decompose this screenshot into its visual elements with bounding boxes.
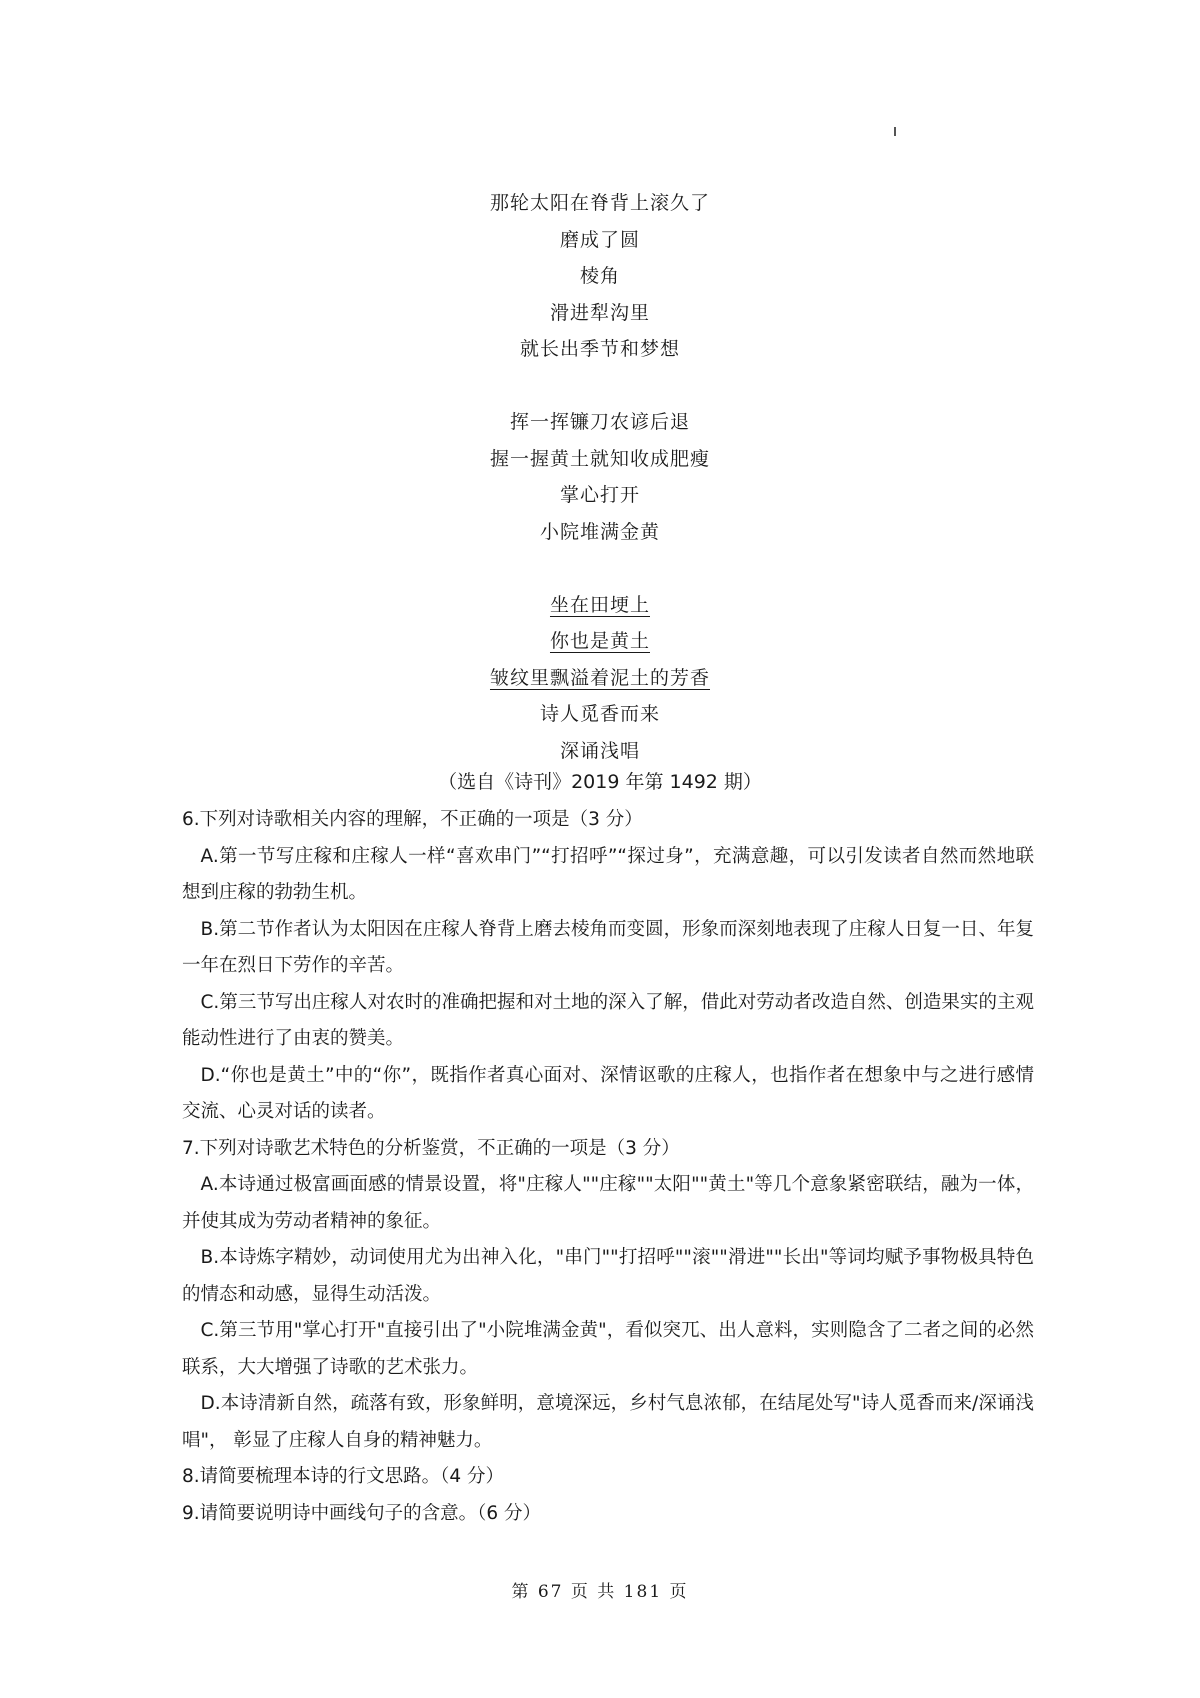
question-6-option-b: B.第二节作者认为太阳因在庄稼人脊背上磨去棱角而变圆，形象而深刻地表现了庄稼人日复一日、年复一年在烈日下劳作的辛苦。 xyxy=(182,918,1034,976)
poem-line: 小院堆满金黄 xyxy=(539,520,660,543)
underlined-text: 坐在田埂上 xyxy=(549,593,650,616)
poem-source: （选自《诗刊》2019 年第 1492 期） xyxy=(438,771,762,793)
question-7-option-d: D.本诗清新自然，疏落有致，形象鲜明，意境深远，乡村气息浓郁，在结尾处写"诗人觅香而来/深诵浅唱"， 彰显了庄稼人自身的精神魅力。 xyxy=(182,1393,1034,1451)
poem-line-underlined xyxy=(0,587,1200,624)
question-7-option-b: B.本诗炼字精妙，动词使用尤为出神入化，"串门""打招呼""滚""滑进""长出"等词均赋予事物极具特色的情态和动感，显得生动活泼。 xyxy=(182,1247,1034,1305)
question-7-option-c: C.第三节用"掌心打开"直接引出了"小院堆满金黄"，看似突兀、出人意料，实则隐含了二者之间的必然联系，大大增强了诗歌的艺术张力。 xyxy=(182,1320,1034,1378)
poem-line: 握一握黄土就知收成肥瘦 xyxy=(489,447,710,470)
poem-line: 棱角 xyxy=(579,265,620,287)
questions-section xyxy=(182,802,1034,1532)
poem-line-underlined xyxy=(0,623,1200,660)
poem-line: 那轮太阳在脊背上滚久了 xyxy=(489,192,710,214)
underlined-text: 你也是黄土 xyxy=(549,630,650,652)
poem-line: 挥一挥镰刀农谚后退 xyxy=(509,411,690,433)
poem-line: 就长出季节和梦想 xyxy=(519,338,680,360)
question-7-option-a: A.本诗通过极富画面感的情景设置，将"庄稼人""庄稼""太阳""黄土"等几个意象紧密联结，融为一体，并使其成为劳动者精神的象征。 xyxy=(182,1174,1034,1232)
question-6-option-c: C.第三节写出庄稼人对农时的准确把握和对土地的深入了解，借此对劳动者改造自然、创造果实的主观能动性进行了由衷的赞美。 xyxy=(182,991,1034,1049)
page-number: 第 67 页 共 181 页 xyxy=(511,1582,689,1602)
question-9: 9.请简要说明诗中画线句子的含意。（6 分） xyxy=(182,1502,542,1524)
poem-line: 掌心打开 xyxy=(559,484,640,506)
question-6-option-d: D.“你也是黄土”中的“你”，既指作者真心面对、深情讴歌的庄稼人，也指作者在想象中与之进行感情交流、心灵对话的读者。 xyxy=(182,1064,1034,1122)
question-8: 8.请简要梳理本诗的行文思路。（4 分） xyxy=(182,1466,505,1487)
question-6-option-a: A.第一节写庄稼和庄稼人一样“喜欢串门”“打招呼”“探过身”，充满意趣，可以引发读者自然而然地联想到庄稼的勃勃生机。 xyxy=(182,845,1034,903)
stanza-gap xyxy=(0,550,1200,587)
corner-mark xyxy=(894,127,896,136)
question-7-title: 7.下列对诗歌艺术特色的分析鉴赏，不正确的一项是（3 分） xyxy=(182,1137,680,1159)
poem-line-underlined xyxy=(0,660,1200,697)
question-6-title: 6.下列对诗歌相关内容的理解，不正确的一项是（3 分） xyxy=(182,809,643,830)
poem-line: 磨成了圆 xyxy=(559,228,640,251)
underlined-text: 皱纹里飘溢着泥土的芳香 xyxy=(489,666,710,689)
poem-line: 深诵浅唱 xyxy=(559,739,640,762)
poem xyxy=(0,185,1200,769)
poem-line: 滑进犁沟里 xyxy=(549,301,650,324)
poem-line: 诗人觅香而来 xyxy=(539,703,660,725)
stanza-gap xyxy=(0,368,1200,405)
